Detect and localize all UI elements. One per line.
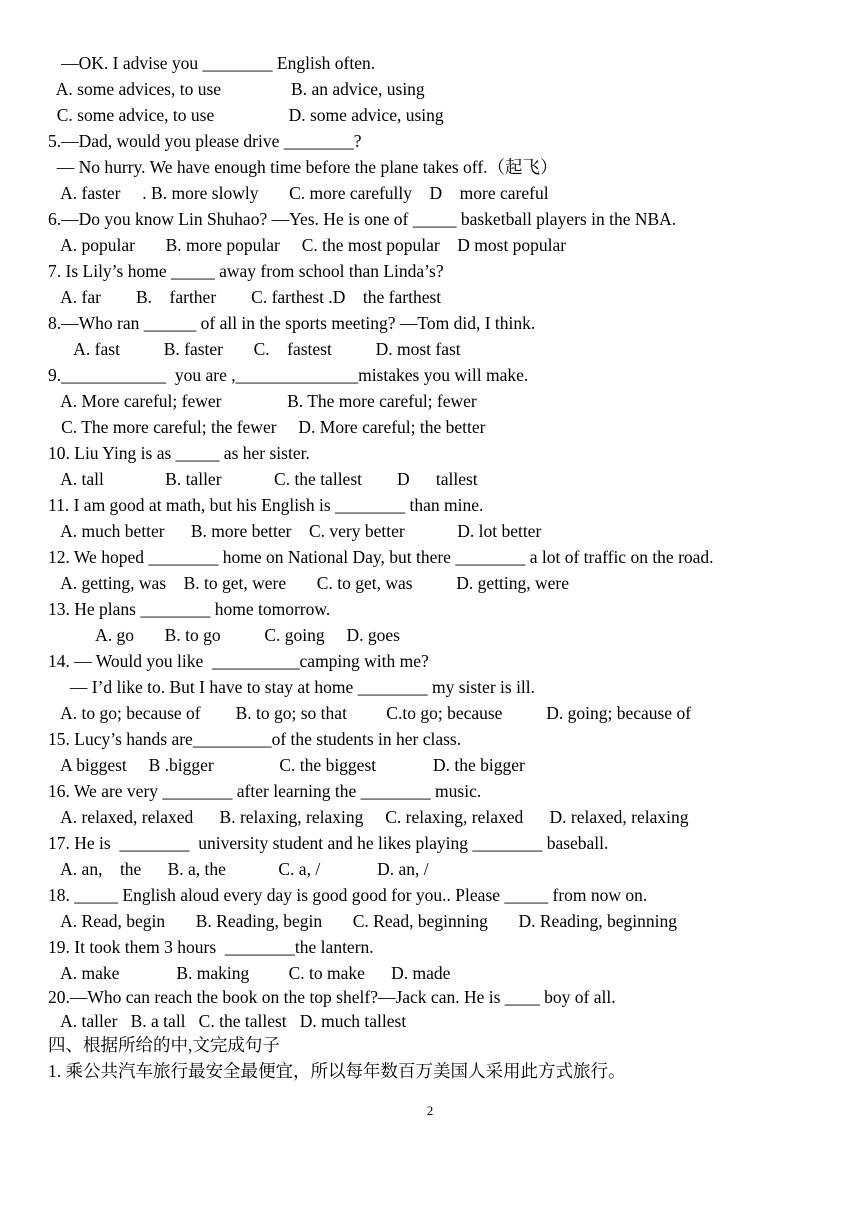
text-line: A. make B. making C. to make D. made xyxy=(48,963,451,983)
text-line: 6.—Do you know Lin Shuhao? —Yes. He is one of _____ basketball players in the NBA. xyxy=(48,209,677,229)
text-line: A. tall B. taller C. the tallest D tallest xyxy=(48,469,478,489)
text-line: A. fast B. faster C. fastest D. most fast xyxy=(48,339,461,359)
text-line: 8.—Who ran ______ of all in the sports meeting? —Tom did, I think. xyxy=(48,313,536,333)
text-line: 19. It took them 3 hours ________the lantern. xyxy=(48,937,374,957)
text-line: 12. We hoped ________ home on National Day, but there ________ a lot of traffic on the road. xyxy=(48,547,714,567)
text-line: A. some advices, to use B. an advice, using xyxy=(48,79,425,99)
text-line: 四、根据所给的中,文完成句子 xyxy=(48,1035,280,1055)
text-line: —OK. I advise you ________ English often. xyxy=(48,53,376,73)
text-line: A. Read, begin B. Reading, begin C. Read, beginning D. Reading, beginning xyxy=(48,911,677,931)
text-line: A biggest B .bigger C. the biggest D. the bigger xyxy=(48,755,525,775)
page-number: 2 xyxy=(426,1103,434,1118)
text-line: A. popular B. more popular C. the most popular D most popular xyxy=(48,235,567,255)
text-line: 17. He is ________ university student and he likes playing ________ baseball. xyxy=(48,833,609,853)
text-line: C. some advice, to use D. some advice, using xyxy=(48,105,444,125)
text-line: 11. I am good at math, but his English is ________ than mine. xyxy=(48,495,484,515)
text-line: 20.—Who can reach the book on the top shelf?—Jack can. He is ____ boy of all. xyxy=(48,987,616,1007)
text-line: — I’d like to. But I have to stay at home ________ my sister is ill. xyxy=(48,677,536,697)
text-line: 1. 乘公共汽车旅行最安全最便宜，所以每年数百万美国人采用此方式旅行。 xyxy=(48,1061,626,1081)
text-line: 18. _____ English aloud every day is good good for you.. Please _____ from now on. xyxy=(48,885,648,905)
text-line: A. much better B. more better C. very better D. lot better xyxy=(48,521,542,541)
text-line: A. to go; because of B. to go; so that C.to go; because D. going; because of xyxy=(48,703,692,723)
text-line: 15. Lucy’s hands are_________of the students in her class. xyxy=(48,729,462,749)
text-line: C. The more careful; the fewer D. More careful; the better xyxy=(48,417,486,437)
text-line: 7. Is Lily’s home _____ away from school than Linda’s? xyxy=(48,261,444,281)
text-line: A. faster . B. more slowly C. more carefully D more careful xyxy=(48,183,549,203)
text-line: A. far B. farther C. farthest .D the farthest xyxy=(48,287,442,307)
text-line: 5.—Dad, would you please drive ________? xyxy=(48,131,362,151)
text-line: A. relaxed, relaxed B. relaxing, relaxing C. relaxing, relaxed D. relaxed, relaxing xyxy=(48,807,689,827)
text-line: 10. Liu Ying is as _____ as her sister. xyxy=(48,443,310,463)
text-line: 13. He plans ________ home tomorrow. xyxy=(48,599,331,619)
text-line: A. getting, was B. to get, were C. to get, was D. getting, were xyxy=(48,573,570,593)
text-line: A. go B. to go C. going D. goes xyxy=(48,625,400,645)
text-line: 14. — Would you like __________camping with me? xyxy=(48,651,429,671)
text-line: A. taller B. a tall C. the tallest D. much tallest xyxy=(48,1011,407,1031)
text-line: A. an, the B. a, the C. a, / D. an, / xyxy=(48,859,429,879)
text-line: 9.____________ you are ,______________mistakes you will make. xyxy=(48,365,529,385)
text-line: A. More careful; fewer B. The more careful; fewer xyxy=(48,391,477,411)
text-line: 16. We are very ________ after learning the ________ music. xyxy=(48,781,482,801)
text-line: — No hurry. We have enough time before the plane takes off.（起飞） xyxy=(48,157,558,177)
